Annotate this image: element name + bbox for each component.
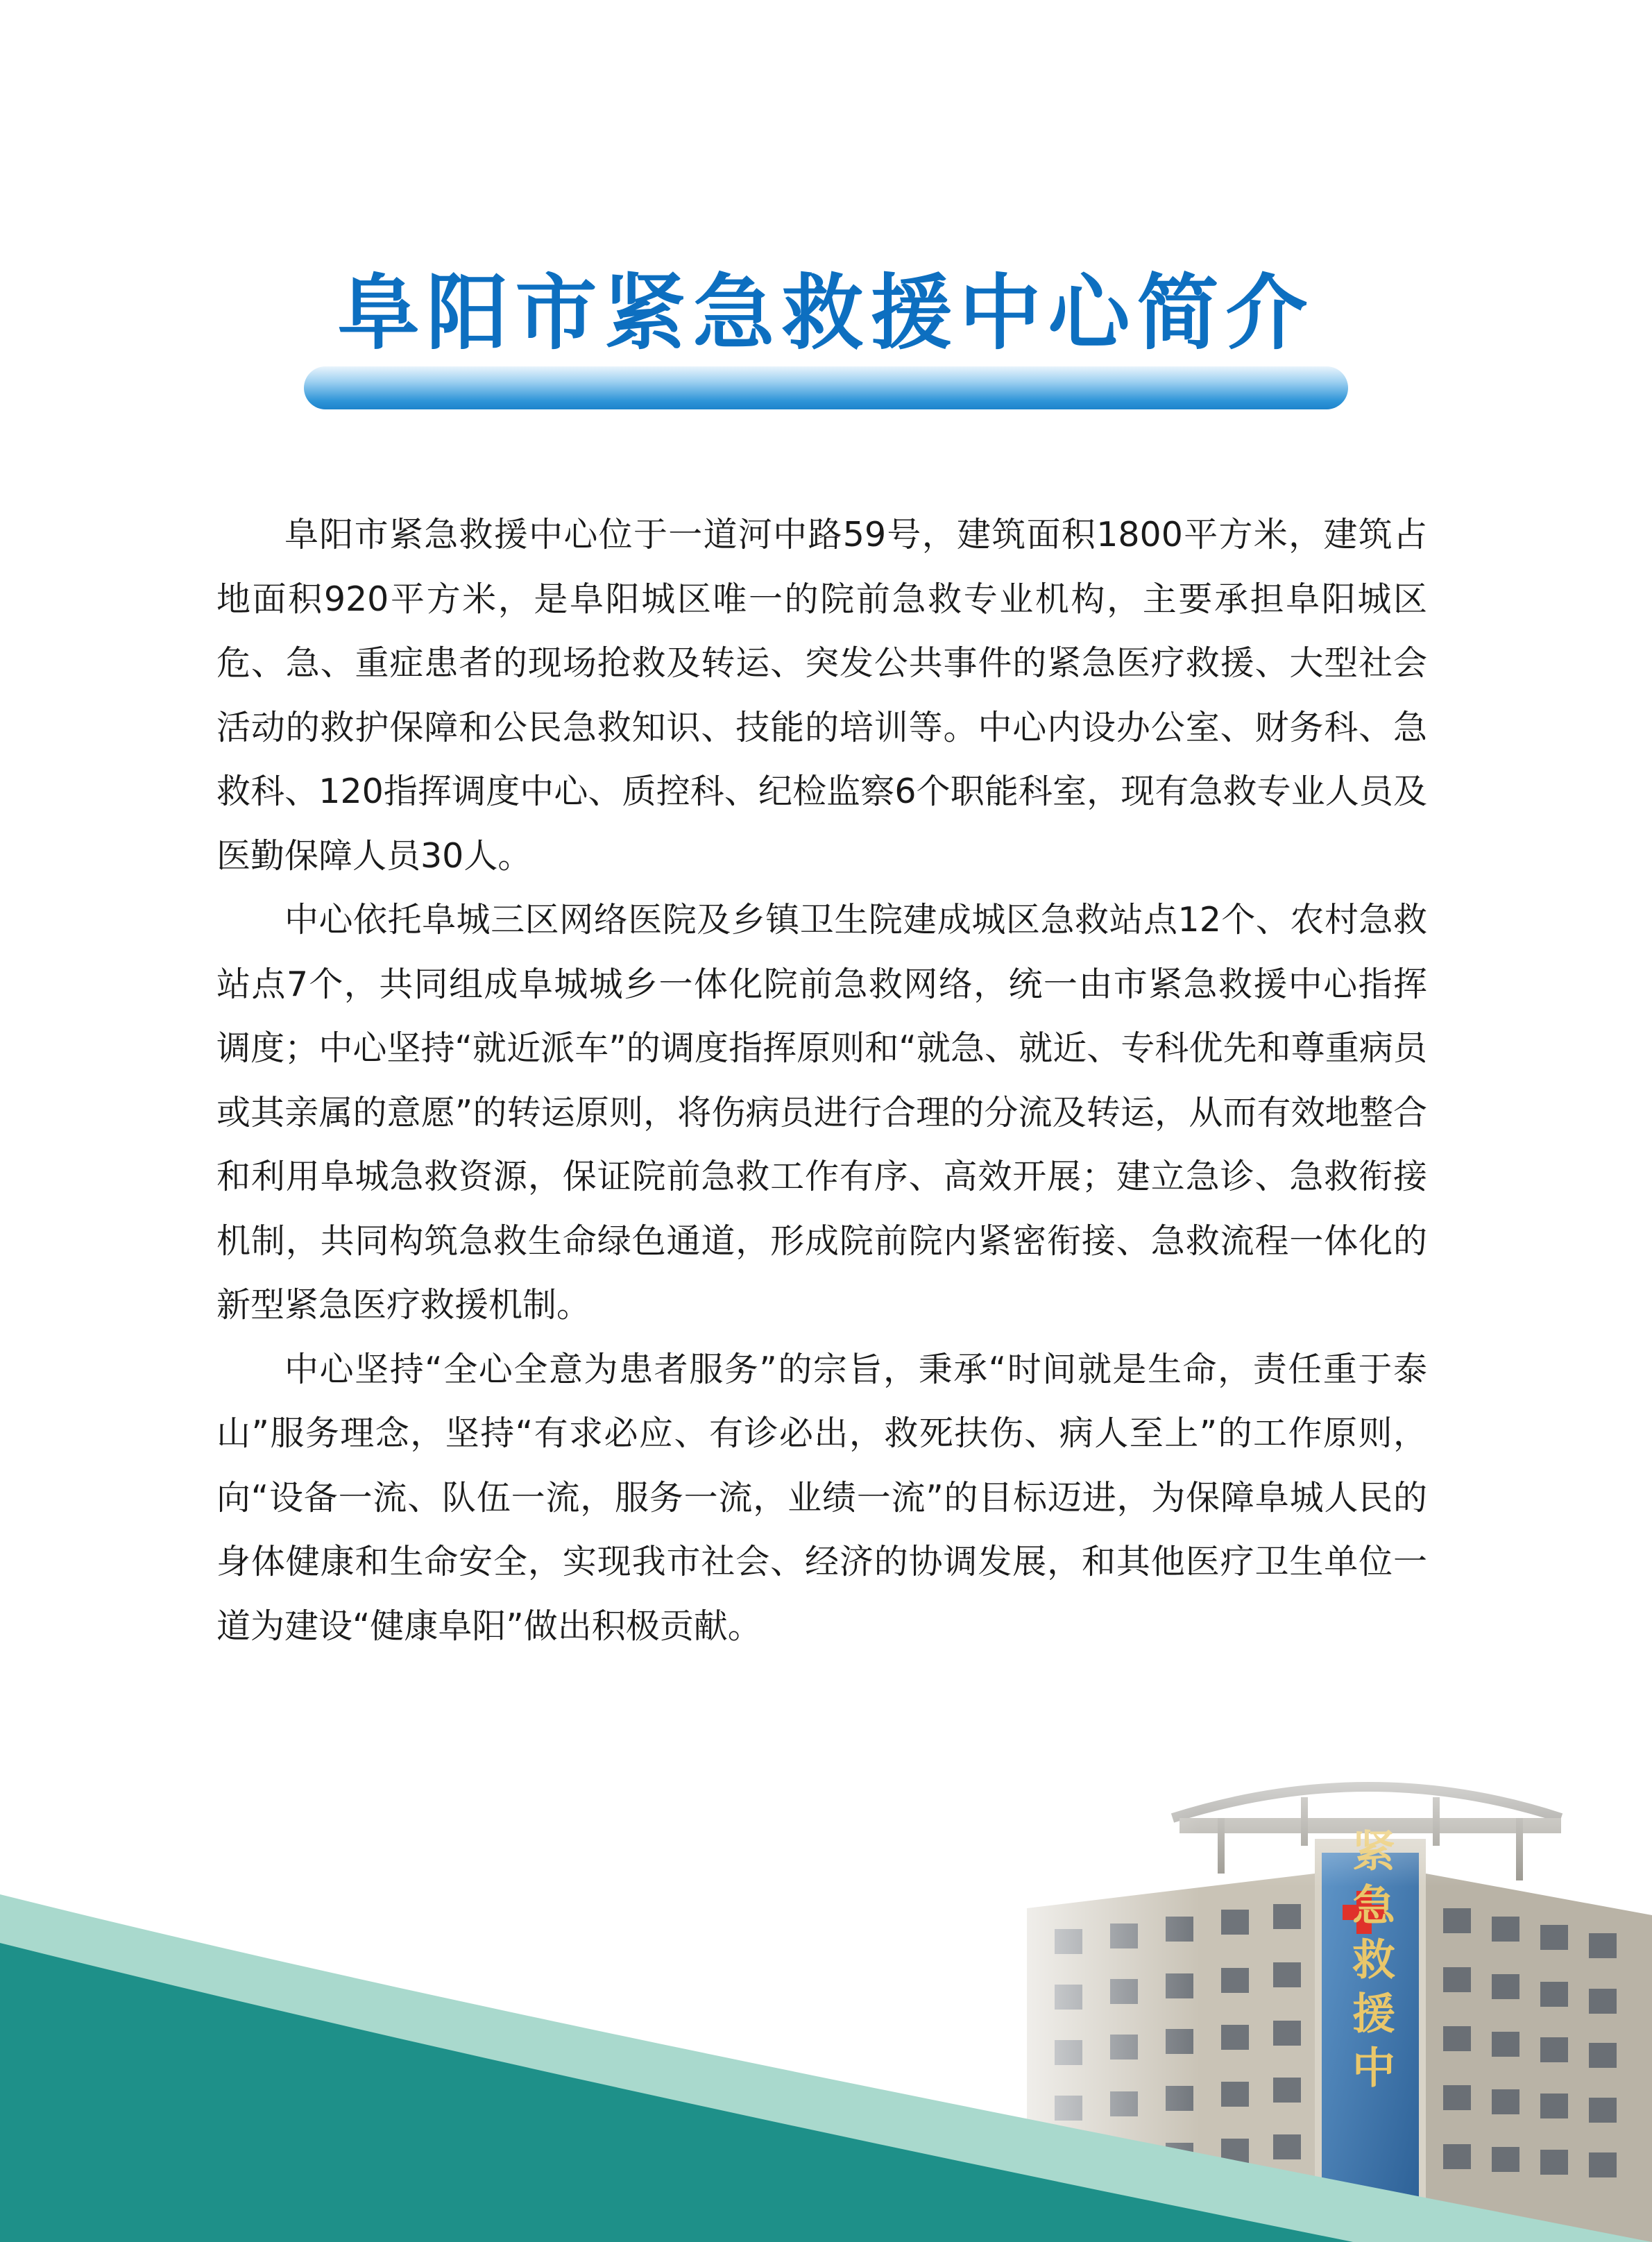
paragraph-1: 阜阳市紧急救援中心位于一道河中路59号，建筑面积1800平方米，建筑占地面积920平方米，是阜阳城区唯一的院前急救专业机构，主要承担阜阳城区危、急、重症患者的现场抢救及转运、突发公共事件的紧急医疗救援、大型社会活动的救护保障和公民急救知识、技能的培训等。中心内设办公室、财务科、急救科、120指挥调度中心、质控科、纪检监察6个职能科室，现有急救专业人员及医勤保障人员30人。	[216, 515, 1427, 876]
paragraph-3: 中心坚持“全心全意为患者服务”的宗旨，秉承“时间就是生命，责任重于泰山”服务理念，坚持“有求必应、有诊必出，救死扶伤、病人至上”的工作原则，向“设备一流、队伍一流，服务一流，业绩一流”的目标迈进，为保障阜城人民的身体健康和生命安全，实现我市社会、经济的协调发展，和其他医疗卫生单位一道为建设“健康阜阳”做出积极贡献。	[216, 1349, 1427, 1646]
page-title: 阜阳市紧急救援中心简介	[337, 265, 1315, 361]
bottom-decoration	[0, 1735, 1652, 2242]
intro-body	[216, 503, 1427, 1658]
paragraph-2: 中心依托阜城三区网络医院及乡镇卫生院建成城区急救站点12个、农村急救站点7个，共同组成阜城城乡一体化院前急救网络，统一由市紧急救援中心指挥调度；中心坚持“就近派车”的调度指挥原则和“就急、就近、专科优先和尊重病员或其亲属的意愿”的转运原则，将伤病员进行合理的分流及转运，从而有效地整合和利用阜城急救资源，保证院前急救工作有序、高效开展；建立急诊、急救衔接机制，共同构筑急救生命绿色通道，形成院前院内紧密衔接、急救流程一体化的新型紧急医疗救援机制。	[216, 900, 1427, 1325]
title-underline-bar	[304, 366, 1348, 409]
